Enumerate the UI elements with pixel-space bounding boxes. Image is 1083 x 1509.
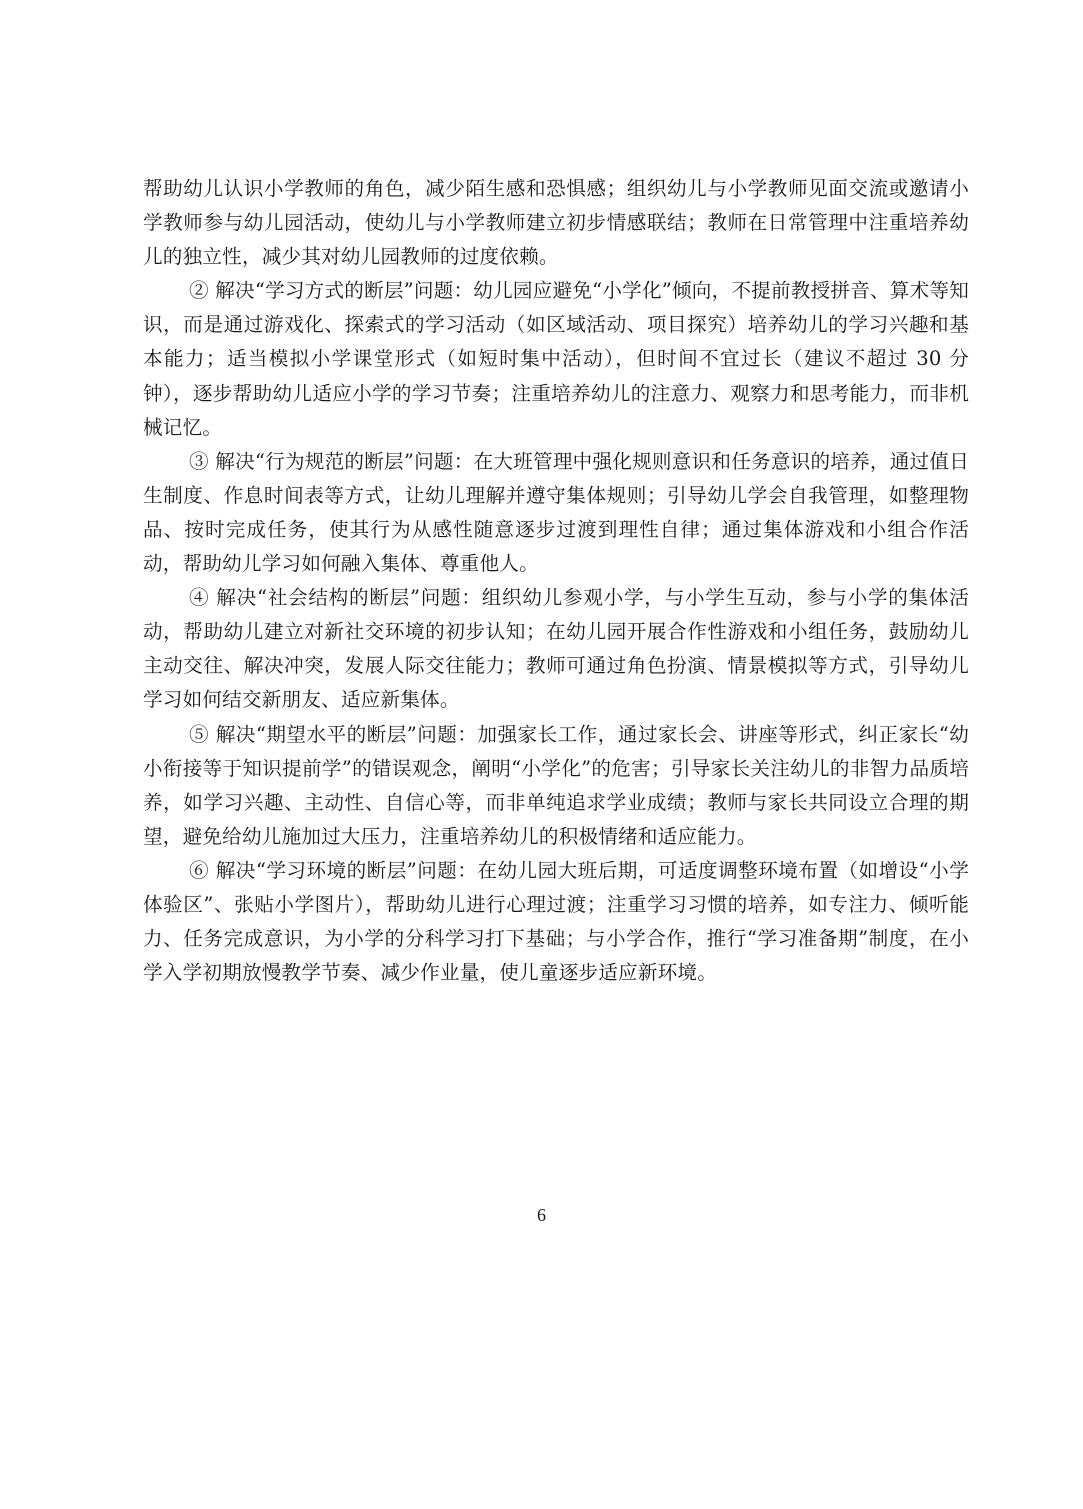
paragraph-continuation: 帮助幼儿认识小学教师的角色，减少陌生感和恐惧感；组织幼儿与小学教师见面交流或邀请小学教师参与幼儿园活动，使幼儿与小学教师建立初步情感联结；教师在日常管理中注重培养幼儿的独立性，减少其对幼儿园教师的过度依赖。 <box>143 177 969 269</box>
page-number: 6 <box>537 1205 546 1225</box>
body-text <box>143 172 969 990</box>
paragraph-behavior-norms: ③ 解决“行为规范的断层”问题：在大班管理中强化规则意识和任务意识的培养，通过值日生制度、作息时间表等方式，让幼儿理解并遵守集体规则；引导幼儿学会自我管理，如整理物品、按时完成任务，使其行为从感性随意逐步过渡到理性自律；通过集体游戏和小组合作活动，帮助幼儿学习如何融入集体、尊重他人。 <box>143 449 969 576</box>
paragraph-expectation-level: ⑤ 解决“期望水平的断层”问题：加强家长工作，通过家长会、讲座等形式，纠正家长“幼小衔接等于知识提前学”的错误观念，阐明“小学化”的危害；引导家长关注幼儿的非智力品质培养，如学习兴趣、主动性、自信心等，而非单纯追求学业成绩；教师与家长共同设立合理的期望，避免给幼儿施加过大压力，注重培养幼儿的积极情绪和适应能力。 <box>143 722 969 848</box>
paragraph-social-structure: ④ 解决“社会结构的断层”问题：组织幼儿参观小学，与小学生互动，参与小学的集体活动，帮助幼儿建立对新社交环境的初步认知；在幼儿园开展合作性游戏和小组任务，鼓励幼儿主动交往、解决冲突，发展人际交往能力；教师可通过角色扮演、情景模拟等方式，引导幼儿学习如何结交新朋友、适应新集体。 <box>143 586 969 712</box>
paragraph-learning-environment: ⑥ 解决“学习环境的断层”问题：在幼儿园大班后期，可适度调整环境布置（如增设“小学体验区”、张贴小学图片），帮助幼儿进行心理过渡；注重学习习惯的培养，如专注力、倾听能力、任务完成意识，为小学的分科学习打下基础；与小学合作，推行“学习准备期”制度，在小学入学初期放慢教学节奏、减少作业量，使儿童逐步适应新环境。 <box>143 858 969 985</box>
paragraph-learning-method: ② 解决“学习方式的断层”问题：幼儿园应避免“小学化”倾向，不提前教授拼音、算术等知识，而是通过游戏化、探索式的学习活动（如区域活动、项目探究）培养幼儿的学习兴趣和基本能力；适当模拟小学课堂形式（如短时集中活动），但时间不宜过长（建议不超过 30 分钟），逐步帮助幼儿适应小学的学习节奏；注重培养幼儿的注意力、观察力和思考能力，而非机械记忆。 <box>143 279 969 439</box>
